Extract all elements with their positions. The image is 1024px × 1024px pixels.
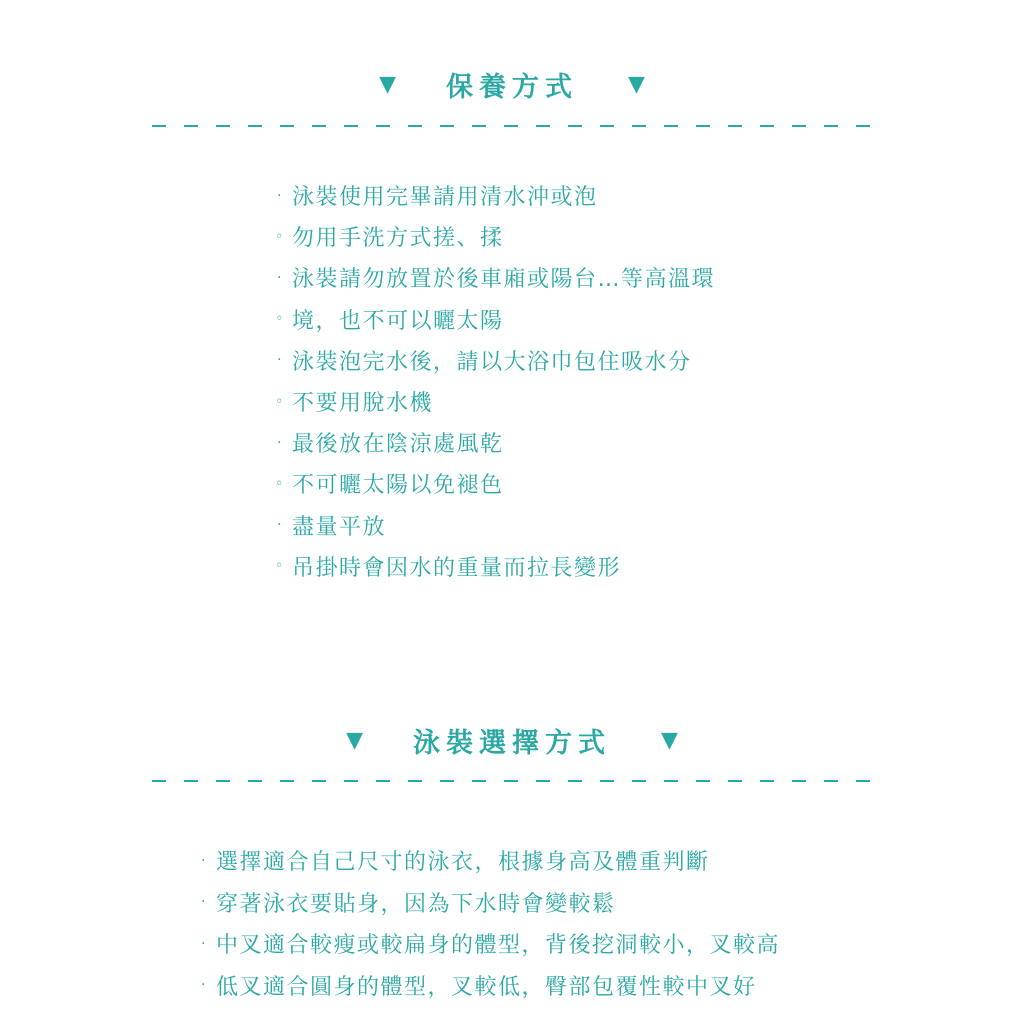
bullet-icon: ◦	[275, 558, 285, 575]
list-item-text: 不可曬太陽以免褪色	[292, 473, 504, 499]
list-item-text: 泳裝請勿放置於後車廂或陽台…等高溫環	[292, 267, 716, 293]
bullet-icon: ◦	[275, 393, 285, 410]
triangle-down-icon: ▼	[379, 71, 396, 97]
list-item-text: 境，也不可以曬太陽	[292, 308, 504, 334]
list-item	[194, 965, 780, 1007]
list-item	[270, 505, 715, 546]
list-item-text: 勿用手洗方式搓、揉	[292, 226, 504, 252]
bullet-icon: ·	[277, 352, 283, 369]
bullet-icon: ·	[201, 977, 207, 994]
bullet-icon: ◦	[275, 228, 285, 245]
list-item	[270, 340, 715, 381]
care-list	[270, 175, 715, 587]
list-item	[194, 923, 780, 965]
care-title: 保養方式	[446, 71, 578, 103]
list-item	[194, 882, 780, 924]
bullet-icon: ·	[277, 269, 283, 286]
list-item	[270, 381, 715, 422]
list-item-text: 最後放在陰涼處風乾	[292, 432, 504, 458]
list-item-text: 中叉適合較瘦或較扁身的體型，背後挖洞較小，叉較高	[216, 933, 781, 959]
list-item-text: 選擇適合自己尺寸的泳衣，根據身高及體重判斷	[216, 850, 710, 876]
select-title: 泳裝選擇方式	[413, 727, 611, 759]
bullet-icon: ·	[201, 894, 207, 911]
list-item-text: 盡量平放	[292, 514, 387, 540]
list-item	[194, 840, 780, 882]
select-list	[194, 840, 780, 1006]
list-item	[270, 463, 715, 504]
list-item	[270, 175, 715, 216]
bullet-icon: ◦	[275, 311, 285, 328]
select-heading	[0, 720, 1024, 760]
bullet-icon: ·	[201, 852, 207, 869]
triangle-down-icon: ▼	[346, 727, 363, 753]
list-item-text: 不要用脫水機	[292, 391, 434, 417]
list-item-text: 泳裝泡完水後，請以大浴巾包住吸水分	[292, 349, 692, 375]
bullet-icon: ·	[277, 434, 283, 451]
bullet-icon: ◦	[275, 475, 285, 492]
bullet-icon: ·	[201, 935, 207, 952]
list-item	[270, 216, 715, 257]
list-item-text: 泳裝使用完畢請用清水沖或泡	[292, 185, 598, 211]
care-heading	[0, 64, 1024, 104]
care-divider	[152, 125, 876, 127]
bullet-icon: ·	[277, 187, 283, 204]
list-item	[270, 299, 715, 340]
triangle-down-icon: ▼	[628, 71, 645, 97]
list-item	[270, 257, 715, 298]
list-item-text: 穿著泳衣要貼身，因為下水時會變較鬆	[216, 891, 616, 917]
list-item	[270, 546, 715, 587]
bullet-icon: ·	[277, 517, 283, 534]
select-divider	[152, 780, 876, 782]
triangle-down-icon: ▼	[661, 727, 678, 753]
list-item-text: 低叉適合圓身的體型，叉較低，臀部包覆性較中叉好	[216, 974, 757, 1000]
list-item-text: 吊掛時會因水的重量而拉長變形	[292, 555, 622, 581]
list-item	[270, 422, 715, 463]
